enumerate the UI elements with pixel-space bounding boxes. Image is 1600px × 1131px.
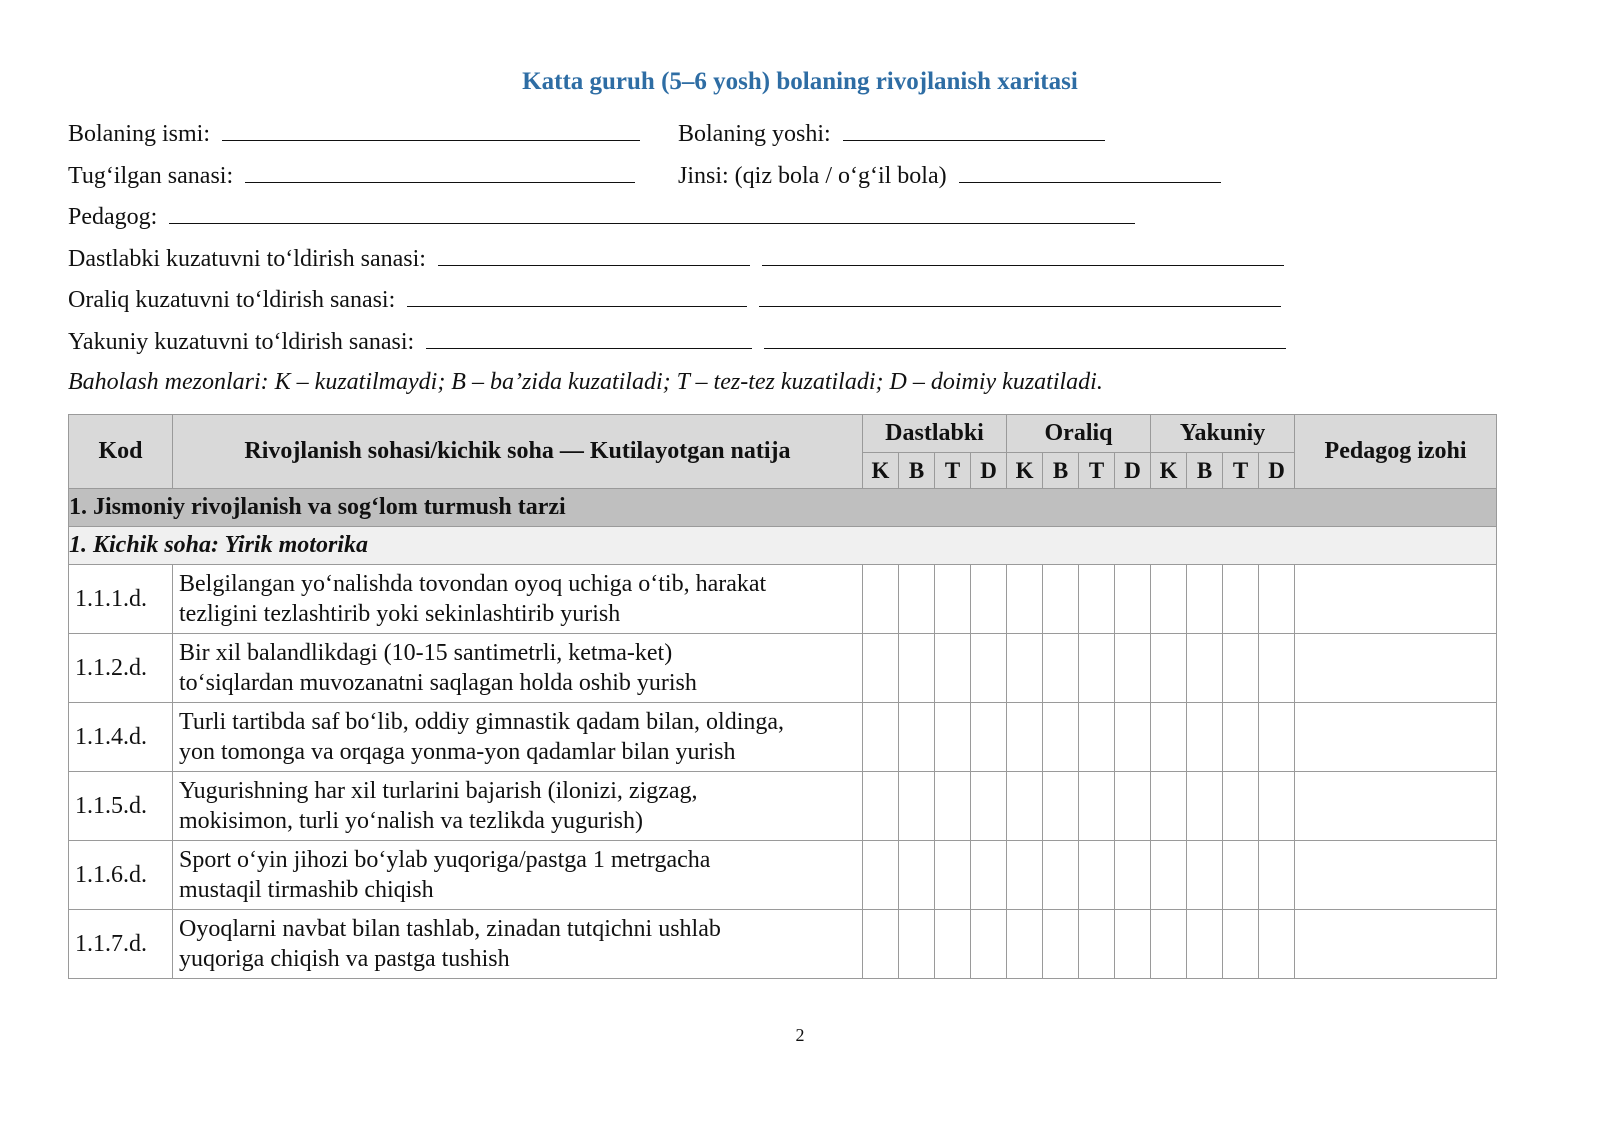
scale-d: D xyxy=(1115,453,1151,489)
rating-cell[interactable] xyxy=(935,772,971,841)
rating-cell[interactable] xyxy=(1223,910,1259,979)
rating-cell[interactable] xyxy=(1187,634,1223,703)
rating-cell[interactable] xyxy=(1223,634,1259,703)
rating-cell[interactable] xyxy=(1151,634,1187,703)
rating-cell[interactable] xyxy=(1007,634,1043,703)
outcome-code: 1.1.1.d. xyxy=(69,565,173,634)
rating-cell[interactable] xyxy=(935,634,971,703)
rating-cell[interactable] xyxy=(1115,772,1151,841)
rating-cell[interactable] xyxy=(1259,565,1295,634)
outcome-description-line: Sport o‘yin jihozi bo‘ylab yuqoriga/pastga 1 metrgacha xyxy=(179,847,711,873)
child-info-form xyxy=(68,113,1368,404)
subsection-title: 1. Kichik soha: Yirik motorika xyxy=(69,527,1497,565)
gender-label: Jinsi: (qiz bola / o‘g‘il bola) xyxy=(678,162,947,189)
rating-cell[interactable] xyxy=(1007,772,1043,841)
header-stage-initial: Dastlabki xyxy=(863,415,1007,453)
rating-cell[interactable] xyxy=(1043,772,1079,841)
section-row xyxy=(69,489,1497,527)
header-area: Rivojlanish sohasi/kichik soha — Kutilayotgan natija xyxy=(173,415,863,489)
rating-cell[interactable] xyxy=(1151,772,1187,841)
rating-cell[interactable] xyxy=(971,772,1007,841)
rating-cell[interactable] xyxy=(1151,910,1187,979)
rating-cell[interactable] xyxy=(1151,841,1187,910)
scale-t: T xyxy=(1223,453,1259,489)
scale-d: D xyxy=(1259,453,1295,489)
scale-k: K xyxy=(1151,453,1187,489)
outcome-description xyxy=(173,703,863,772)
outcome-description-line: mokisimon, turli yo‘nalish va tezlikda yugurish) xyxy=(179,808,643,834)
outcome-description xyxy=(173,910,863,979)
teacher-notes-cell[interactable] xyxy=(1295,910,1497,979)
table-row xyxy=(69,772,1497,841)
rating-cell[interactable] xyxy=(899,565,935,634)
rating-cell[interactable] xyxy=(935,910,971,979)
section-title: 1. Jismoniy rivojlanish va sog‘lom turmush tarzi xyxy=(69,489,1497,527)
teacher-notes-cell[interactable] xyxy=(1295,772,1497,841)
rating-cell[interactable] xyxy=(863,910,899,979)
scale-b: B xyxy=(1043,453,1079,489)
teacher-field[interactable] xyxy=(169,196,1135,224)
scale-t: T xyxy=(1079,453,1115,489)
form-row-teacher xyxy=(68,196,1368,238)
birth-date-label: Tug‘ilgan sanasi: xyxy=(68,162,234,189)
rating-cell[interactable] xyxy=(1043,634,1079,703)
rating-cell[interactable] xyxy=(1187,910,1223,979)
header-notes: Pedagog izohi xyxy=(1295,415,1497,489)
outcome-code: 1.1.4.d. xyxy=(69,703,173,772)
rating-cell[interactable] xyxy=(863,634,899,703)
rating-cell[interactable] xyxy=(1079,565,1115,634)
outcome-description-line: Bir xil balandlikdagi (10-15 santimetrli, ketma-ket) xyxy=(179,640,673,666)
rating-cell[interactable] xyxy=(1259,772,1295,841)
form-row-initial-date xyxy=(68,238,1368,280)
outcome-description xyxy=(173,565,863,634)
rating-cell[interactable] xyxy=(1007,841,1043,910)
rating-cell[interactable] xyxy=(1079,841,1115,910)
child-name-label: Bolaning ismi: xyxy=(68,121,211,147)
outcome-code: 1.1.6.d. xyxy=(69,841,173,910)
assessment-criteria: Baholash mezonlari: K – kuzatilmaydi; B – ba’zida kuzatiladi; T – tez-tez kuzatiladi; D – doimiy kuzatiladi. xyxy=(68,369,1103,395)
development-table xyxy=(68,414,1497,979)
table-row xyxy=(69,565,1497,634)
rating-cell[interactable] xyxy=(1079,910,1115,979)
child-age-field[interactable] xyxy=(843,113,1105,141)
rating-cell[interactable] xyxy=(1259,703,1295,772)
rating-cell[interactable] xyxy=(863,703,899,772)
child-name-field[interactable] xyxy=(222,113,640,141)
rating-cell[interactable] xyxy=(1223,841,1259,910)
outcome-description-line: mustaqil tirmashib chiqish xyxy=(179,877,434,903)
outcome-description-line: yuqoriga chiqish va pastga tushish xyxy=(179,946,510,972)
teacher-notes-cell[interactable] xyxy=(1295,841,1497,910)
outcome-description xyxy=(173,772,863,841)
subsection-row xyxy=(69,527,1497,565)
rating-cell[interactable] xyxy=(1187,565,1223,634)
rating-cell[interactable] xyxy=(1079,772,1115,841)
rating-cell[interactable] xyxy=(1043,703,1079,772)
final-date-label: Yakuniy kuzatuvni to‘ldirish sanasi: xyxy=(68,328,415,355)
teacher-notes-cell[interactable] xyxy=(1295,565,1497,634)
table-row xyxy=(69,634,1497,703)
form-row-middle-date xyxy=(68,279,1368,321)
rating-cell[interactable] xyxy=(1007,910,1043,979)
rating-cell[interactable] xyxy=(1115,910,1151,979)
initial-date-extra-field[interactable] xyxy=(762,238,1284,266)
rating-cell[interactable] xyxy=(1115,841,1151,910)
rating-cell[interactable] xyxy=(971,703,1007,772)
rating-cell[interactable] xyxy=(1151,565,1187,634)
rating-cell[interactable] xyxy=(899,634,935,703)
middle-date-label: Oraliq kuzatuvni to‘ldirish sanasi: xyxy=(68,287,396,313)
table-header-row xyxy=(69,415,1497,453)
gender-group xyxy=(678,155,1221,198)
middle-date-field[interactable] xyxy=(407,279,747,307)
rating-cell[interactable] xyxy=(863,565,899,634)
rating-cell[interactable] xyxy=(1043,841,1079,910)
outcome-description-line: Yugurishning har xil turlarini bajarish (ilonizi, zigzag, xyxy=(179,778,698,804)
teacher-notes-cell[interactable] xyxy=(1295,703,1497,772)
final-date-field[interactable] xyxy=(426,321,752,349)
teacher-notes-cell[interactable] xyxy=(1295,634,1497,703)
header-stage-final: Yakuniy xyxy=(1151,415,1295,453)
rating-cell[interactable] xyxy=(1007,565,1043,634)
outcome-description-line: Belgilangan yo‘nalishda tovondan oyoq uchiga o‘tib, harakat xyxy=(179,571,767,597)
outcome-code: 1.1.5.d. xyxy=(69,772,173,841)
outcome-description-line: yon tomonga va orqaga yonma-yon qadamlar bilan yurish xyxy=(179,739,736,765)
rating-cell[interactable] xyxy=(1079,703,1115,772)
rating-cell[interactable] xyxy=(1259,841,1295,910)
rating-cell[interactable] xyxy=(1115,634,1151,703)
outcome-code: 1.1.7.d. xyxy=(69,910,173,979)
rating-cell[interactable] xyxy=(1043,565,1079,634)
rating-cell[interactable] xyxy=(971,841,1007,910)
table-row xyxy=(69,841,1497,910)
scale-b: B xyxy=(1187,453,1223,489)
outcome-description-line: to‘siqlardan muvozanatni saqlagan holda oshib yurish xyxy=(179,670,697,696)
rating-cell[interactable] xyxy=(971,634,1007,703)
rating-cell[interactable] xyxy=(1151,703,1187,772)
rating-cell[interactable] xyxy=(899,841,935,910)
outcome-description xyxy=(173,841,863,910)
form-row-final-date xyxy=(68,321,1368,363)
rating-cell[interactable] xyxy=(1187,841,1223,910)
rating-cell[interactable] xyxy=(1223,565,1259,634)
outcome-description xyxy=(173,634,863,703)
page-title: Katta guruh (5–6 yosh) bolaning rivojlanish xaritasi xyxy=(522,68,1078,95)
rating-cell[interactable] xyxy=(1187,772,1223,841)
rating-cell[interactable] xyxy=(1079,634,1115,703)
rating-cell[interactable] xyxy=(1115,703,1151,772)
outcome-description-line: Oyoqlarni navbat bilan tashlab, zinadan tutqichni ushlab xyxy=(179,916,721,942)
rating-cell[interactable] xyxy=(863,772,899,841)
outcome-description-line: Turli tartibda saf bo‘lib, oddiy gimnastik qadam bilan, oldinga, xyxy=(179,709,785,735)
rating-cell[interactable] xyxy=(935,841,971,910)
rating-cell[interactable] xyxy=(899,910,935,979)
table-row xyxy=(69,703,1497,772)
page-number: 2 xyxy=(795,1025,805,1045)
form-row-birth-gender xyxy=(68,155,1368,197)
rating-cell[interactable] xyxy=(1043,910,1079,979)
rating-cell[interactable] xyxy=(971,910,1007,979)
scale-k: K xyxy=(1007,453,1043,489)
child-age-label: Bolaning yoshi: xyxy=(678,121,831,147)
scale-k: K xyxy=(863,453,899,489)
initial-date-label: Dastlabki kuzatuvni to‘ldirish sanasi: xyxy=(68,245,426,272)
middle-date-extra-field[interactable] xyxy=(759,279,1281,307)
child-age-group xyxy=(678,113,1105,156)
rating-cell[interactable] xyxy=(1007,703,1043,772)
rating-cell[interactable] xyxy=(935,703,971,772)
rating-cell[interactable] xyxy=(1223,703,1259,772)
scale-b: B xyxy=(899,453,935,489)
rating-cell[interactable] xyxy=(1115,565,1151,634)
header-stage-middle: Oraliq xyxy=(1007,415,1151,453)
rating-cell[interactable] xyxy=(971,565,1007,634)
final-date-extra-field[interactable] xyxy=(764,321,1286,349)
rating-cell[interactable] xyxy=(935,565,971,634)
rating-cell[interactable] xyxy=(863,841,899,910)
scale-t: T xyxy=(935,453,971,489)
teacher-label: Pedagog: xyxy=(68,204,158,230)
rating-cell[interactable] xyxy=(899,772,935,841)
rating-cell[interactable] xyxy=(1259,634,1295,703)
scale-d: D xyxy=(971,453,1007,489)
table-row xyxy=(69,910,1497,979)
form-row-name-age xyxy=(68,113,1368,155)
rating-cell[interactable] xyxy=(1259,910,1295,979)
rating-cell[interactable] xyxy=(899,703,935,772)
header-code: Kod xyxy=(69,415,173,489)
rating-cell[interactable] xyxy=(1187,703,1223,772)
outcome-description-line: tezligini tezlashtirib yoki sekinlashtirib yurish xyxy=(179,601,621,627)
outcome-code: 1.1.2.d. xyxy=(69,634,173,703)
initial-date-field[interactable] xyxy=(438,238,750,266)
rating-cell[interactable] xyxy=(1223,772,1259,841)
birth-date-field[interactable] xyxy=(245,155,635,183)
gender-field[interactable] xyxy=(959,155,1221,183)
